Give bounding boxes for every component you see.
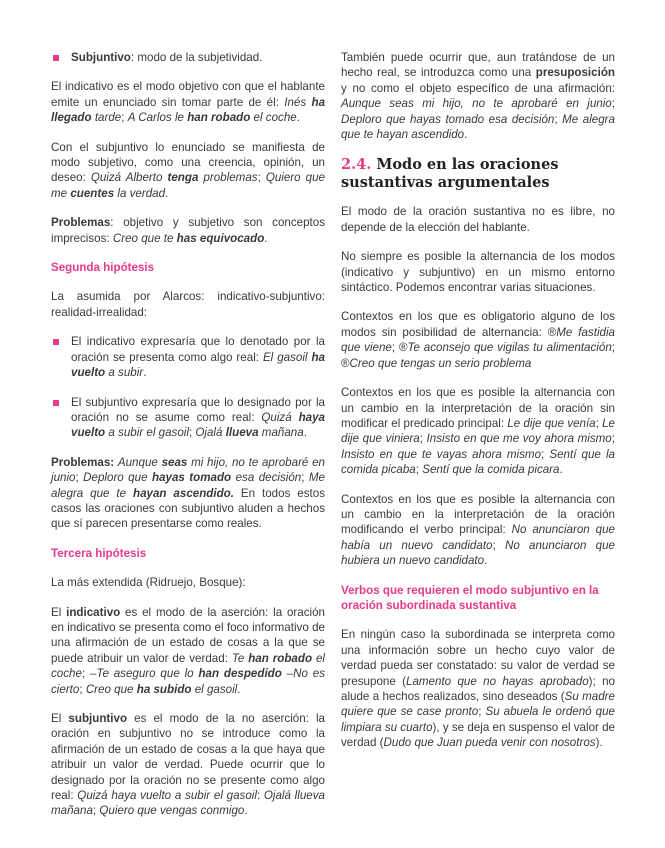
paragraph-indicativo-objetivo: El indicativo es el modo objetivo con que el hablante emite un enunciado sin tomar parte de él: Inés ha llegado tarde; A Carlos le han robado el coche. — [51, 80, 326, 125]
bullet-subjuntivo: Subjuntivo: modo de la subjetividad. — [51, 50, 325, 65]
paragraph-subjuntivo-no-asercion: El subjuntivo es el modo de la no aserción: la oración en subjuntivo no se introduce como la afirmación de un estado de cosas a la que haya que atribuir un valor de verdad. Puede ocurrir que lo designado por la oración no se presente como algo real: Quizá haya vuelto a subir el gasoil: Ojalá llueva mañana; Quiero que vengas conmigo. — [51, 712, 326, 818]
pink-square-bullet-icon — [53, 400, 59, 406]
paragraph-problemas-2: Problemas: Aunque seas mi hijo, no te aprobaré en junio; Deploro que hayas tomado esa decisión; Me alegra que te hayan ascendido. En todos estos casos las oraciones con subjuntivo aluden a hechos que sí parecen presentarse como reales. — [51, 455, 326, 531]
left-column — [51, 50, 325, 833]
right-column — [341, 50, 615, 765]
paragraph-alternancia: No siempre es posible la alternancia de los modos (indicativo y subjuntivo) en un mismo entorno sintáctico. Podemos encontrar varias situaciones. — [341, 250, 615, 295]
paragraph-contextos-modificando: Contextos en los que es posible la alternancia con un cambio en la interpretación de la oración modificando el verbo principal: No anunciaron que había un nuevo candidato; No anunciaron que hubiera un nuevo candidato. — [341, 492, 615, 568]
pink-square-bullet-icon — [53, 339, 59, 345]
section-heading-2-4: 2.4. Modo en las oraciones sustantivas argumentales — [341, 156, 559, 192]
paragraph-contextos-obligatorio: Contextos en los que es obligatorio alguno de los modos sin posibilidad de alternancia: ®Me fastidia que viene; ®Te aconsejo que vigilas tu alimentación; ®Creo que tengas un serio problema — [341, 310, 615, 370]
heading-tercera-hipotesis: Tercera hipótesis — [51, 546, 147, 560]
paragraph-ningun-caso: En ningún caso la subordinada se interpreta como una información sobre un hecho cuyo valor de verdad pueda ser constatado: su valor de verdad se presupone (Lamento que no hayas aprobado); no alude a hechos realizados, sino deseados (Su madre quiere que se case pronto; Su abuela le ordenó que limpiara su cuarto), y se deja en suspenso el valor de verdad (Dudo que Juan pueda venir con nosotros). — [341, 628, 616, 750]
paragraph-contextos-sin-modificar: Contextos en los que es posible la alternancia con un cambio en la interpretación de la oración sin modificar el predicado principal: Le dije que venía; Le dije que viniera; Insisto en que me voy ahora mismo; Insisto en que te vayas ahora mismo; Sentí que la comida picaba; Sentí que la comida picara. — [341, 386, 615, 477]
heading-verbos-subjuntivo: Verbos que requieren el modo subjuntivo en la oración subordinada sustantiva — [341, 583, 599, 612]
paragraph-ridruejo: La más extendida (Ridruejo, Bosque): — [51, 576, 246, 590]
paragraph-indicativo-asercion: El indicativo es el modo de la aserción: la oración en indicativo se presenta como el foco informativo de una afirmación de un estado de cosas a la que se puede atribuir un valor de verdad: Te han robado el coche; –Te aseguro que lo han despedido –No es cierto; Creo que ha subido el gasoil. — [51, 605, 325, 696]
heading-segunda-hipotesis: Segunda hipótesis — [51, 261, 155, 275]
paragraph-problemas-1: Problemas: objetivo y subjetivo son conceptos imprecisos: Creo que te has equivocado. — [51, 216, 325, 245]
paragraph-subjuntivo-subjetivo: Con el subjuntivo lo enunciado se manifiesta de modo subjetivo, como una creencia, opinión, un deseo: Quizá Alberto tenga problemas; Quiero que me cuentes la verdad. — [51, 140, 325, 200]
bullet-subjuntivo-no-real: El subjuntivo expresaría que lo designado por la oración no se asume como real: Quizá haya vuelto a subir el gasoil; Ojalá llueva mañana. — [51, 395, 325, 441]
bullet-indicativo-real: El indicativo expresaría que lo denotado por la oración se presenta como algo real: El gasoil ha vuelto a subir. — [51, 334, 325, 380]
paragraph-presuposicion: También puede ocurrir que, aun tratándose de un hecho real, se introduzca como una presuposición y no como el objeto específico de una afirmación: Aunque seas mi hijo, no te aprobaré en junio; Deploro que hayas tomado esa decisión; Me alegra que te hayan ascendido. — [341, 51, 615, 142]
paragraph-alarcos: La asumida por Alarcos: indicativo-subjuntivo: realidad-irrealidad: — [51, 290, 325, 319]
paragraph-modo-no-libre: El modo de la oración sustantiva no es libre, no depende de la elección del hablante. — [341, 205, 615, 234]
pink-square-bullet-icon — [53, 55, 59, 61]
